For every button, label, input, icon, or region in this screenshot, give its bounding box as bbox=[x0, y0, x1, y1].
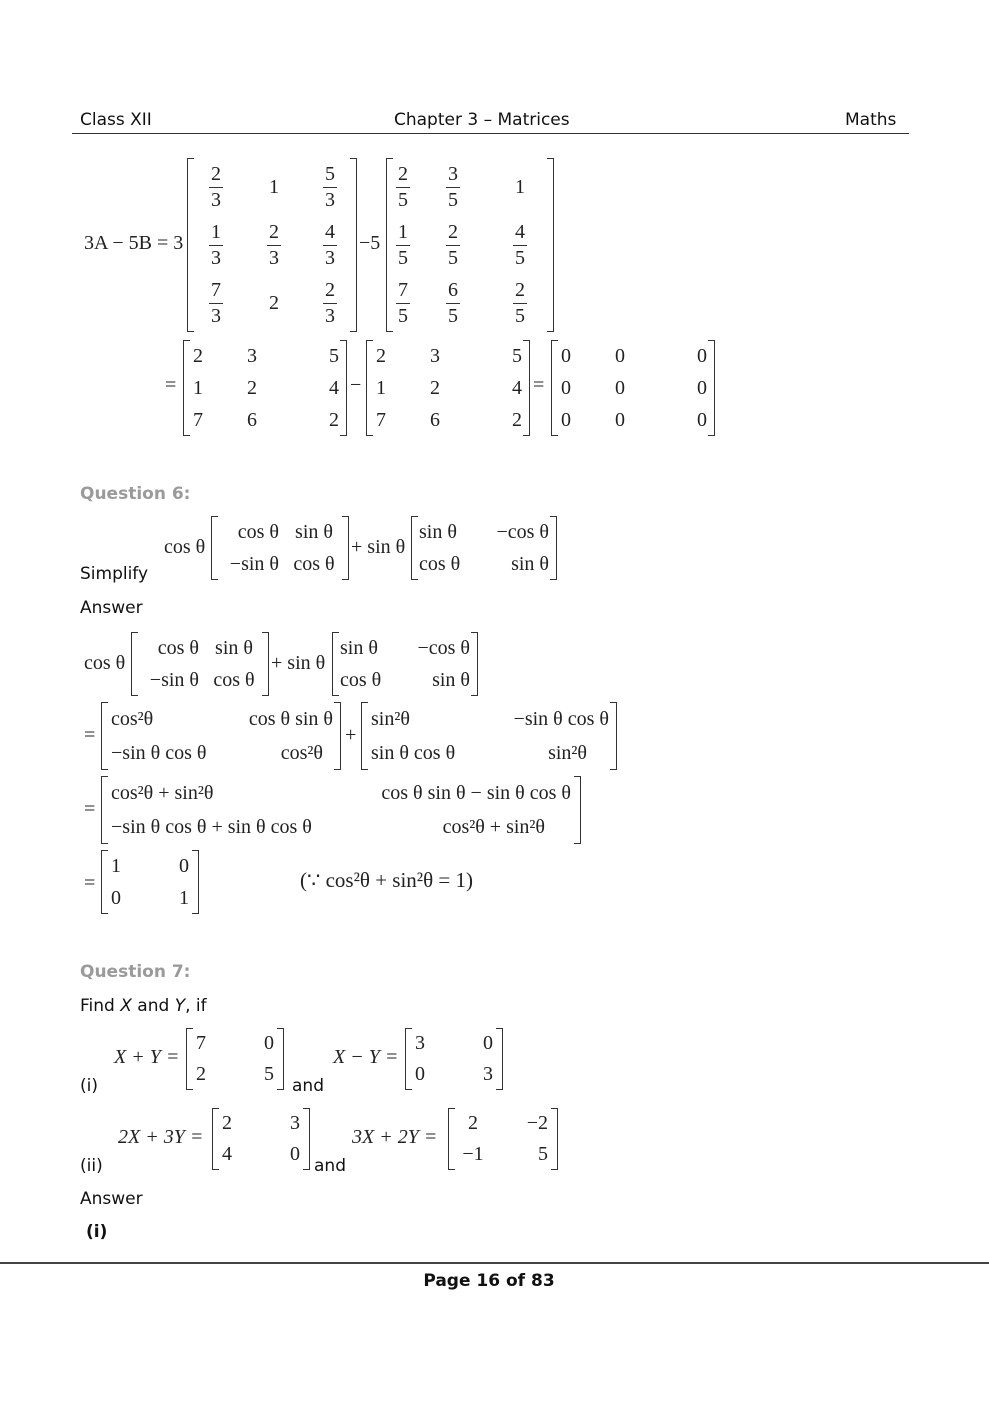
q6-answer-label: Answer bbox=[80, 598, 143, 618]
q7i-and: and bbox=[292, 1076, 324, 1096]
header-divider bbox=[72, 133, 909, 134]
q6-matrix-1: cos θ sin θ −sin θ cos θ bbox=[211, 516, 349, 580]
q7ii-matrix-2: 2 −2 −1 5 bbox=[448, 1108, 558, 1170]
q6-ans-matrix-1: cos θ sin θ −sin θ cos θ bbox=[131, 632, 269, 696]
q7-prompt: Find X and Y, if bbox=[80, 996, 207, 1016]
q7ii-and: and bbox=[314, 1156, 346, 1176]
q6-reason: (∵ cos²θ + sin²θ = 1) bbox=[300, 868, 473, 892]
q6-step2-matrix: cos²θ + sin²θ cos θ sin θ − sin θ cos θ −sin θ cos θ + sin θ cos θ cos²θ + sin²θ bbox=[101, 776, 581, 844]
q7ii-eq1-lhs: 2X + 3Y = bbox=[118, 1126, 204, 1148]
matrix-5b: $\frac{2}{5}$ $\frac{3}{5}$ 1 $\frac{1}{5}$ $\frac{2}{5}$ $\frac{4}{5}$ $\frac{7}{5}$ $\frac{6}{5}$ $\frac{2}{5}$ bbox=[386, 158, 554, 332]
q6-step1-plus: + bbox=[345, 724, 357, 746]
q7i-eq2-lhs: X − Y = bbox=[333, 1046, 399, 1068]
question-6-heading: Question 6: bbox=[80, 484, 191, 504]
q7-part-ii-label: (ii) bbox=[80, 1156, 103, 1176]
q5-lhs: 3A − 5B = 3 bbox=[84, 232, 184, 254]
q6-ans-matrix-2: sin θ −cos θ cos θ sin θ bbox=[332, 632, 478, 696]
q6-ans-coef-sin: + sin θ bbox=[271, 652, 326, 674]
q6-coef-cos: cos θ bbox=[164, 536, 206, 558]
q7-part-i-label: (i) bbox=[80, 1076, 98, 1096]
q7i-eq1-lhs: X + Y = bbox=[114, 1046, 180, 1068]
q6-identity-matrix: 1 0 0 1 bbox=[101, 850, 199, 914]
q6-step1-matrix-2: sin²θ −sin θ cos θ sin θ cos θ sin²θ bbox=[361, 702, 617, 770]
minus-five: −5 bbox=[359, 232, 381, 254]
eq-sign-2: = bbox=[533, 374, 545, 396]
header-class: Class XII bbox=[80, 110, 152, 130]
minus-sign: − bbox=[350, 374, 362, 396]
page-number: Page 16 of 83 bbox=[423, 1271, 555, 1291]
q6-step3-eq: = bbox=[84, 872, 96, 894]
q7ii-eq2-lhs: 3X + 2Y = bbox=[352, 1126, 438, 1148]
q6-matrix-2: sin θ −cos θ cos θ sin θ bbox=[411, 516, 557, 580]
header-subject: Maths bbox=[845, 110, 897, 130]
eq-sign: = bbox=[165, 374, 177, 396]
result-matrix-1: 2 3 5 1 2 4 7 6 2 bbox=[183, 340, 347, 436]
q6-step2-eq: = bbox=[84, 798, 96, 820]
zero-matrix: 0 0 0 0 0 0 0 0 0 bbox=[551, 340, 715, 436]
q7ii-matrix-1: 2 3 4 0 bbox=[212, 1108, 310, 1170]
header-chapter: Chapter 3 – Matrices bbox=[394, 110, 570, 130]
q7i-matrix-1: 7 0 2 5 bbox=[186, 1028, 284, 1090]
footer-divider bbox=[0, 1262, 989, 1264]
result-matrix-2: 2 3 5 1 2 4 7 6 2 bbox=[366, 340, 530, 436]
matrix-3a: $\frac{2}{3}$ 1 $\frac{5}{3}$ $\frac{1}{3}$ $\frac{2}{3}$ $\frac{4}{3}$ $\frac{7}{3}$ 2 $\frac{2}{3}$ bbox=[187, 158, 357, 332]
q7i-matrix-2: 3 0 0 3 bbox=[405, 1028, 503, 1090]
q6-ans-coef-cos: cos θ bbox=[84, 652, 126, 674]
q7-answer-label: Answer bbox=[80, 1189, 143, 1209]
q6-step1-matrix-1: cos²θ cos θ sin θ −sin θ cos θ cos²θ bbox=[101, 702, 341, 770]
q6-step1-eq: = bbox=[84, 724, 96, 746]
q6-prompt: Simplify bbox=[80, 564, 149, 584]
q6-coef-sin: + sin θ bbox=[351, 536, 406, 558]
question-7-heading: Question 7: bbox=[80, 962, 191, 982]
q7-answer-part-i: (i) bbox=[86, 1222, 108, 1242]
